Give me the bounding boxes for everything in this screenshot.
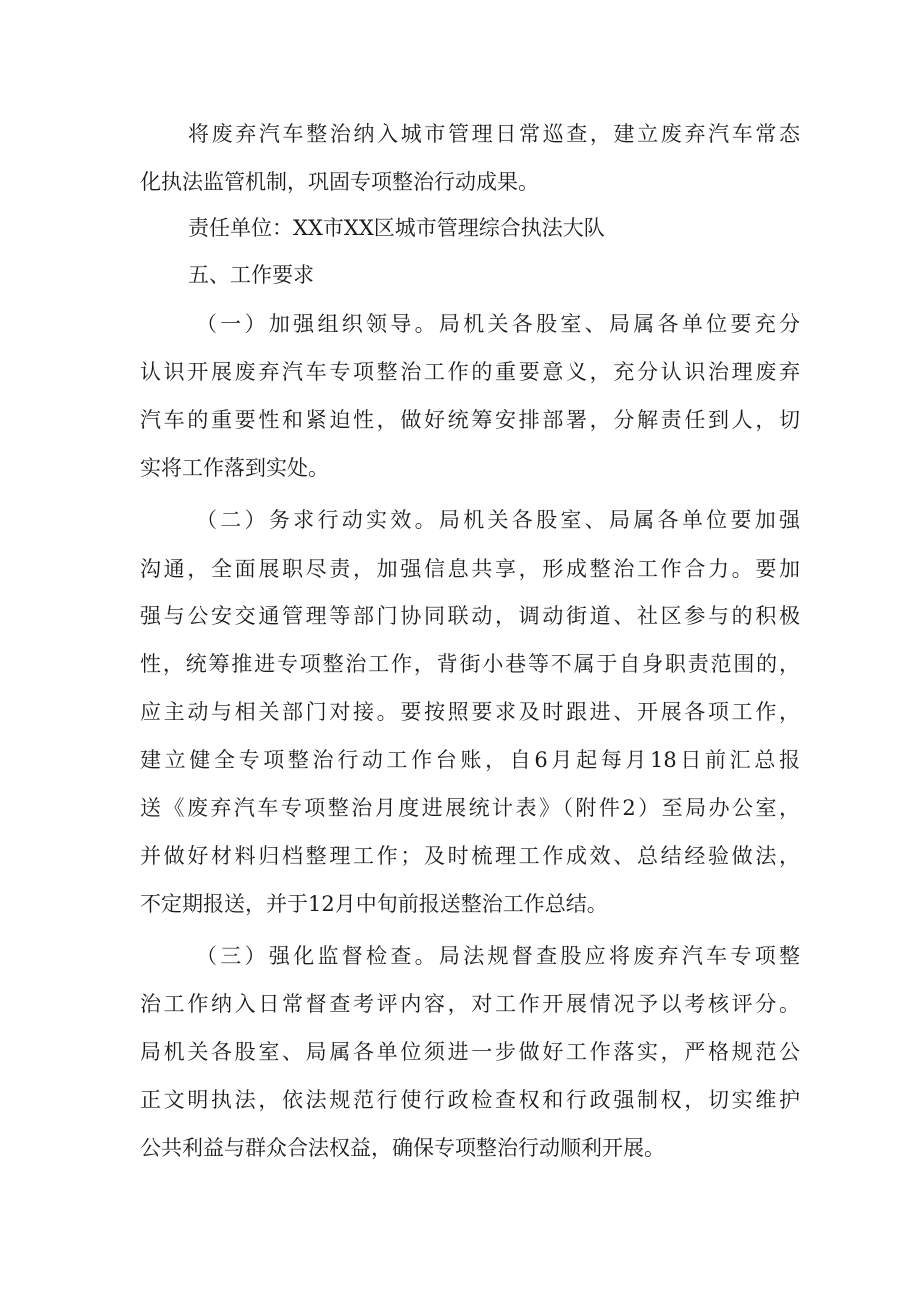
paragraph-line: 并做好材料归档整理工作；及时梳理工作成效、总结经验做法， [140, 844, 800, 868]
paragraph-line: 局机关各股室、局属各单位须进一步做好工作落实，严格规范公 [140, 1040, 800, 1064]
paragraph-line: 沟通，全面展职尽责，加强信息共享，形成整治工作合力。要加 [140, 557, 800, 581]
paragraph-line: 将废弃汽车整治纳入城市管理日常巡查，建立废弃汽车常态 [188, 122, 800, 146]
paragraph-line: 性，统筹推进专项整治工作，背街小巷等不属于自身职责范围的， [140, 652, 800, 676]
paragraph-line: 实将工作落到实处。 [140, 456, 329, 480]
paragraph-line: 认识开展废弃汽车专项整治工作的重要意义，充分认识治理废弃 [140, 360, 800, 384]
paragraph-line: （一）加强组织领导。局机关各股室、局属各单位要充分 [196, 312, 800, 336]
paragraph-line: 不定期报送，并于12月中旬前报送整治工作总结。 [140, 892, 608, 916]
responsible-unit-line: 责任单位：XX市XX区城市管理综合执法大队 [188, 216, 605, 240]
paragraph-line: 公共利益与群众合法权益，确保专项整治行动顺利开展。 [140, 1136, 665, 1160]
section-heading: 五、工作要求 [188, 263, 314, 287]
paragraph-line: 化执法监管机制，巩固专项整治行动成果。 [140, 170, 539, 194]
paragraph-line: （三）强化监督检查。局法规督查股应将废弃汽车专项整 [196, 944, 800, 968]
paragraph-line: （二）务求行动实效。局机关各股室、局属各单位要加强 [196, 508, 800, 532]
paragraph-line: 应主动与相关部门对接。要按照要求及时跟进、开展各项工作， [140, 700, 800, 724]
paragraph-line: 送《废弃汽车专项整治月度进展统计表》（附件2）至局办公室， [140, 796, 800, 820]
paragraph-line: 治工作纳入日常督查考评内容，对工作开展情况予以考核评分。 [140, 992, 800, 1016]
paragraph-line: 汽车的重要性和紧迫性，做好统筹安排部署，分解责任到人，切 [140, 408, 800, 432]
paragraph-line: 建立健全专项整治行动工作台账，自6月起每月18日前汇总报 [140, 748, 800, 772]
paragraph-line: 正文明执法，依法规范行使行政检查权和行政强制权，切实维护 [140, 1088, 800, 1112]
paragraph-line: 强与公安交通管理等部门协同联动，调动街道、社区参与的积极 [140, 604, 800, 628]
